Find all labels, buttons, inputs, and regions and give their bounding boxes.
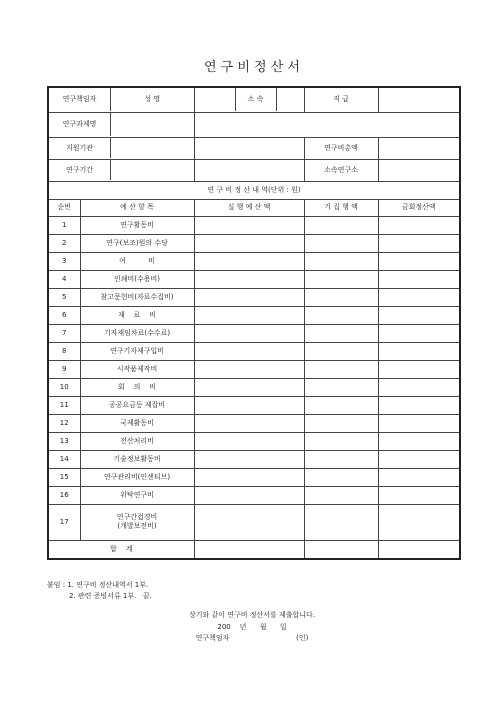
cell-executed[interactable]	[194, 396, 304, 414]
cell-balance[interactable]	[378, 378, 460, 396]
cell-balance[interactable]	[378, 324, 460, 342]
cell-executed[interactable]	[194, 468, 304, 486]
col-header-balance: 금회정산액	[378, 199, 460, 216]
cell-balance[interactable]	[378, 306, 460, 324]
sponsor-field[interactable]	[194, 137, 304, 159]
cell-balance[interactable]	[378, 504, 460, 540]
row-item: 참고문헌비(자료수집비)	[80, 288, 194, 306]
table-row	[48, 468, 460, 486]
settlement-form-table	[47, 86, 461, 560]
row-item: 위탁연구비	[80, 486, 194, 504]
cell-spent[interactable]	[304, 450, 378, 468]
row-item	[80, 504, 194, 540]
cell-balance[interactable]	[378, 432, 460, 450]
row-no: 3	[48, 252, 80, 270]
cell-balance[interactable]	[378, 234, 460, 252]
cell-executed[interactable]	[194, 378, 304, 396]
row-no: 15	[48, 468, 80, 486]
table-row	[48, 378, 460, 396]
row-no: 5	[48, 288, 80, 306]
cell-balance[interactable]	[378, 360, 460, 378]
section-title-row	[48, 181, 460, 199]
row-item-line1: 연구간접경비	[116, 513, 158, 522]
table-row	[48, 270, 460, 288]
cell-executed[interactable]	[194, 234, 304, 252]
row-no: 6	[48, 306, 80, 324]
page-title: 연 구 비 정 산 서	[203, 60, 300, 75]
row-no: 9	[48, 360, 80, 378]
col-header-no: 순번	[48, 199, 80, 216]
column-header-row	[48, 199, 460, 216]
signer-line: 연구책임자 (인)	[195, 634, 309, 642]
cell-spent[interactable]	[304, 234, 378, 252]
table-row	[48, 360, 460, 378]
submission-date: 200 년 월 일	[217, 623, 287, 631]
cell-balance[interactable]	[378, 252, 460, 270]
row-item: 재 료 비	[80, 306, 194, 324]
cell-balance[interactable]	[378, 270, 460, 288]
cell-spent[interactable]	[304, 396, 378, 414]
cell-spent[interactable]	[304, 378, 378, 396]
table-row	[48, 414, 460, 432]
row-item: 여 비	[80, 252, 194, 270]
cell-executed[interactable]	[194, 324, 304, 342]
submission-statement: 상기와 같이 연구비 정산서를 제출합니다.	[188, 611, 316, 619]
table-row	[48, 288, 460, 306]
attachments-note	[47, 580, 152, 602]
cell-executed[interactable]	[194, 486, 304, 504]
row-item: 기술정보활동비	[80, 450, 194, 468]
researcher-row	[48, 87, 460, 112]
row-no: 1	[48, 216, 80, 234]
cell-spent[interactable]	[304, 414, 378, 432]
attachment-line-1: 붙임 : 1. 연구비 정산내역서 1부.	[47, 581, 149, 589]
cell-spent[interactable]	[304, 468, 378, 486]
cell-balance[interactable]	[378, 450, 460, 468]
period-row	[48, 159, 460, 181]
total-label: 합 계	[48, 540, 194, 559]
project-label: 연구과제명	[48, 112, 194, 137]
table-row	[48, 252, 460, 270]
dept-field[interactable]	[276, 88, 304, 111]
cell-spent[interactable]	[304, 360, 378, 378]
row-no: 17	[48, 504, 80, 540]
row-no: 7	[48, 324, 80, 342]
row-item: 공공요금등 제잡비	[80, 396, 194, 414]
name-label: 성 명	[110, 88, 194, 111]
project-field[interactable]	[194, 112, 460, 137]
table-row	[48, 216, 460, 234]
row-item: 연구활동비	[80, 216, 194, 234]
cell-executed[interactable]	[194, 270, 304, 288]
cell-executed[interactable]	[194, 450, 304, 468]
cell-executed[interactable]	[194, 216, 304, 234]
row-no: 14	[48, 450, 80, 468]
col-header-spent: 기 집 행 액	[304, 199, 378, 216]
cell-executed[interactable]	[194, 414, 304, 432]
cell-balance[interactable]	[378, 486, 460, 504]
dept-label: 소 속	[235, 88, 276, 111]
period-field[interactable]	[194, 159, 304, 181]
row-no: 4	[48, 270, 80, 288]
table-row	[48, 486, 460, 504]
row-item: 연구기자재구입비	[80, 342, 194, 360]
row-item-line2: (개발보전비)	[117, 522, 157, 530]
col-header-item: 예 산 항 목	[80, 199, 194, 216]
total-spent[interactable]	[304, 540, 378, 559]
cell-balance[interactable]	[378, 414, 460, 432]
row-item: 국제활동비	[80, 414, 194, 432]
row-item: 연구관리비(인센티브)	[80, 468, 194, 486]
institute-field[interactable]	[378, 159, 460, 181]
cell-spent[interactable]	[304, 342, 378, 360]
row-no: 10	[48, 378, 80, 396]
sponsor-row	[48, 137, 460, 159]
institute-label: 소속연구소	[304, 159, 378, 181]
row-item: 연구(보조)원의 수당	[80, 234, 194, 252]
period-label: 연구기간	[48, 159, 194, 181]
table-row	[48, 234, 460, 252]
row-no: 8	[48, 342, 80, 360]
row-no: 13	[48, 432, 80, 450]
cell-executed[interactable]	[194, 252, 304, 270]
cell-spent[interactable]	[304, 288, 378, 306]
cell-executed[interactable]	[194, 288, 304, 306]
section-title: 연 구 비 정 산 내 역(단위 : 원)	[48, 181, 460, 199]
cell-balance[interactable]	[378, 342, 460, 360]
total-budget-field[interactable]	[378, 137, 460, 159]
cell-spent[interactable]	[304, 252, 378, 270]
cell-spent[interactable]	[304, 432, 378, 450]
table-row	[48, 306, 460, 324]
row-item: 시작품제작비	[80, 360, 194, 378]
attachment-line-2: 2. 관련 증빙서류 1부. 끝.	[69, 592, 153, 600]
cell-executed[interactable]	[194, 432, 304, 450]
total-budget-label: 연구비총액	[304, 137, 378, 159]
cell-executed[interactable]	[194, 504, 304, 540]
row-item: 기자재임차료(수수료)	[80, 324, 194, 342]
table-row	[48, 396, 460, 414]
total-row	[48, 540, 460, 559]
cell-spent[interactable]	[304, 324, 378, 342]
cell-balance[interactable]	[378, 216, 460, 234]
cell-balance[interactable]	[378, 468, 460, 486]
table-row	[48, 342, 460, 360]
row-no: 16	[48, 486, 80, 504]
row-item: 전산처리비	[80, 432, 194, 450]
col-header-executed: 실 행 예 산 액	[194, 199, 304, 216]
cell-executed[interactable]	[194, 360, 304, 378]
cell-spent[interactable]	[304, 486, 378, 504]
row-no: 11	[48, 396, 80, 414]
cell-executed[interactable]	[194, 342, 304, 360]
row-item: 회 의 비	[80, 378, 194, 396]
cell-executed[interactable]	[194, 306, 304, 324]
total-executed[interactable]	[194, 540, 304, 559]
table-row	[48, 432, 460, 450]
row-no: 12	[48, 414, 80, 432]
cell-spent[interactable]	[304, 504, 378, 540]
position-field[interactable]	[378, 87, 460, 112]
cell-balance[interactable]	[378, 396, 460, 414]
cell-balance[interactable]	[378, 288, 460, 306]
cell-spent[interactable]	[304, 216, 378, 234]
cell-spent[interactable]	[304, 270, 378, 288]
table-row	[48, 504, 460, 540]
sponsor-label: 지원기관	[48, 137, 194, 159]
name-field[interactable]	[194, 87, 304, 112]
row-no: 2	[48, 234, 80, 252]
total-balance[interactable]	[378, 540, 460, 559]
cell-spent[interactable]	[304, 306, 378, 324]
table-row	[48, 450, 460, 468]
row-item: 인쇄비(수용비)	[80, 270, 194, 288]
table-row	[48, 324, 460, 342]
position-label: 직 급	[304, 87, 378, 112]
project-row	[48, 112, 460, 137]
researcher-label: 연구책임자 성 명	[48, 87, 194, 112]
